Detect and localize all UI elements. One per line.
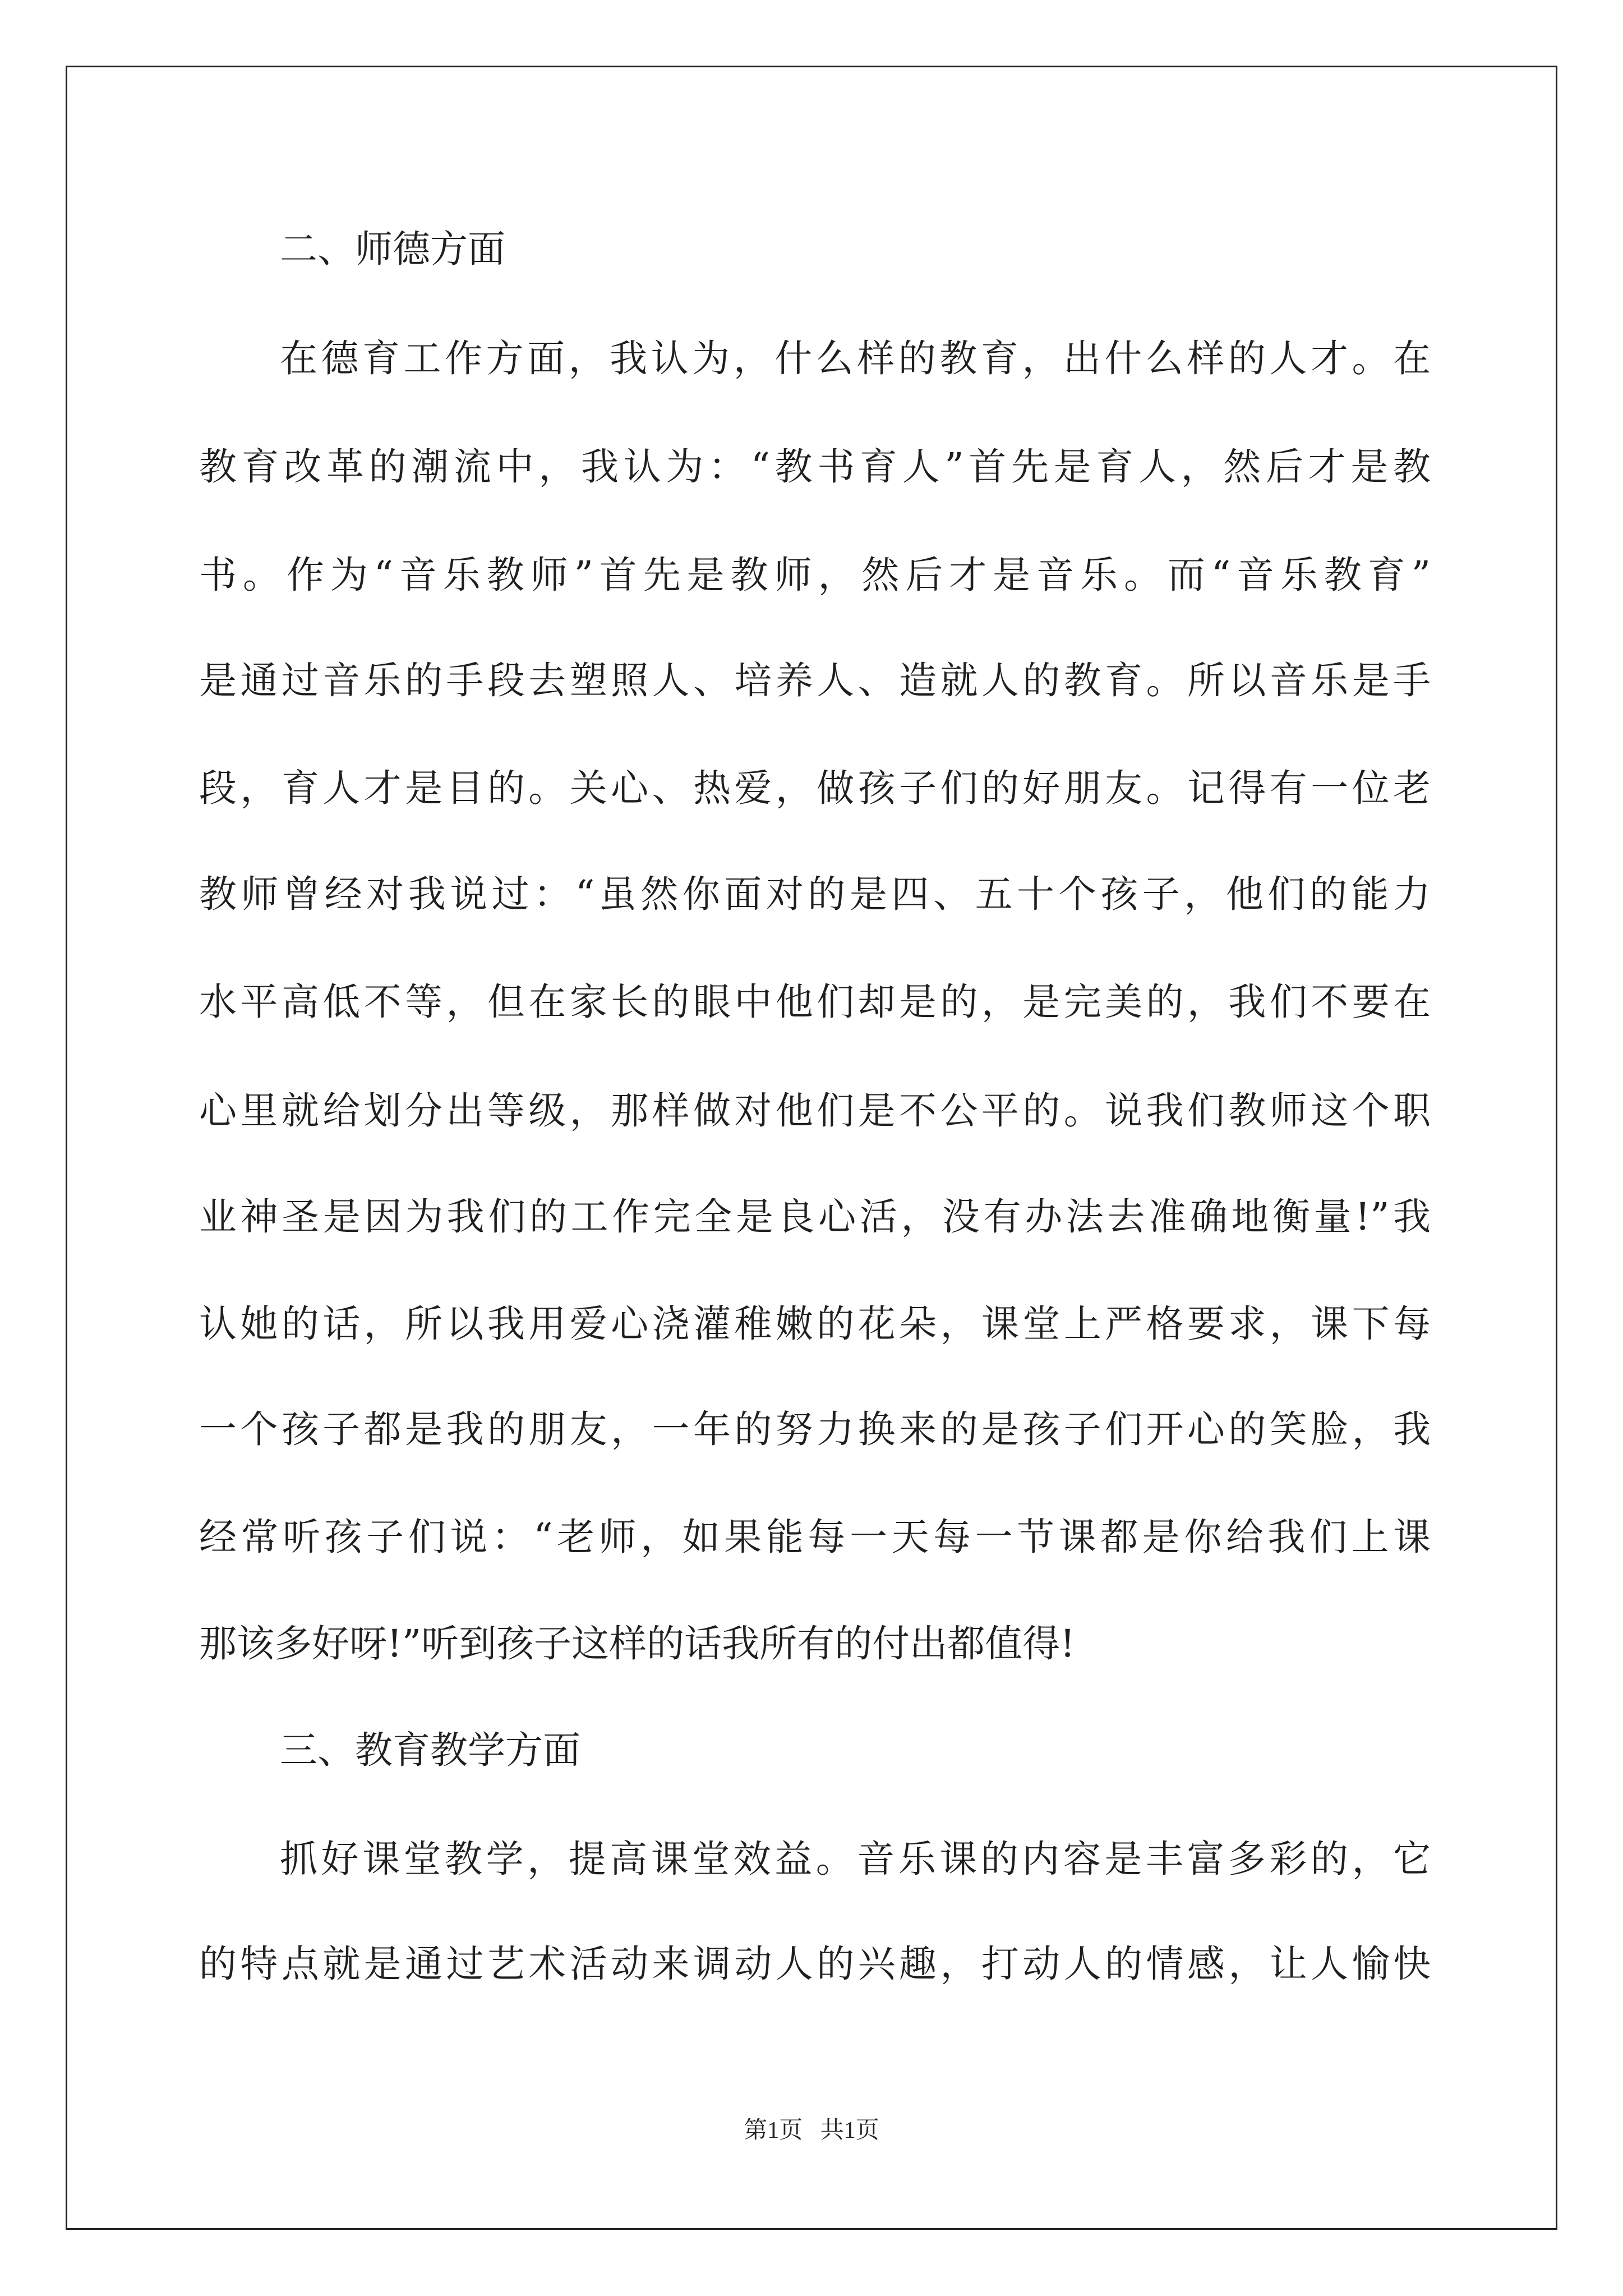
paragraph-line: 一个孩子都是我的朋友，一年的努力换来的是孩子们开心的笑脸，我 (199, 1407, 1431, 1451)
paragraph-line: 经常听孩子们说：“老师，如果能每一天每一节课都是你给我们上课 (199, 1515, 1431, 1559)
paragraph-line: 在德育工作方面，我认为，什么样的教育，出什么样的人才。在 (280, 337, 1431, 380)
paragraph-line: 教师曾经对我说过：“虽然你面对的是四、五十个孩子，他们的能力 (199, 872, 1431, 916)
paragraph-line: 书。作为“音乐教师”首先是教师，然后才是音乐。而“音乐教育” (199, 553, 1431, 597)
paragraph-line: 段，育人才是目的。关心、热爱，做孩子们的好朋友。记得有一位老 (199, 766, 1431, 810)
paragraph-line: 是通过音乐的手段去塑照人、培养人、造就人的教育。所以音乐是手 (199, 659, 1431, 702)
paragraph-line: 水平高低不等，但在家长的眼中他们却是的，是完美的，我们不要在 (199, 980, 1431, 1024)
paragraph-line: 业神圣是因为我们的工作完全是良心活，没有办法去准确地衡量!”我 (199, 1195, 1431, 1239)
page-border (66, 66, 1557, 2230)
paragraph-line: 心里就给划分出等级，那样做对他们是不公平的。说我们教师这个职 (199, 1089, 1431, 1133)
section-heading-teacher-ethics: 二、师德方面 (280, 227, 505, 271)
paragraph-line: 抓好课堂教学，提高课堂效益。音乐课的内容是丰富多彩的，它 (280, 1837, 1431, 1881)
paragraph-line: 那该多好呀!”听到孩子这样的话我所有的付出都值得! (199, 1622, 1076, 1665)
paragraph-line: 的特点就是通过艺术活动来调动人的兴趣，打动人的情感，让人愉快 (199, 1942, 1431, 1986)
paragraph-line: 认她的话，所以我用爱心浇灌稚嫩的花朵，课堂上严格要求，课下每 (199, 1302, 1431, 1346)
paragraph-line: 教育改革的潮流中，我认为：“教书育人”首先是育人，然后才是教 (199, 445, 1431, 489)
section-heading-teaching: 三、教育教学方面 (280, 1728, 580, 1772)
page-number-footer: 第1页 共1页 (744, 2118, 879, 2143)
